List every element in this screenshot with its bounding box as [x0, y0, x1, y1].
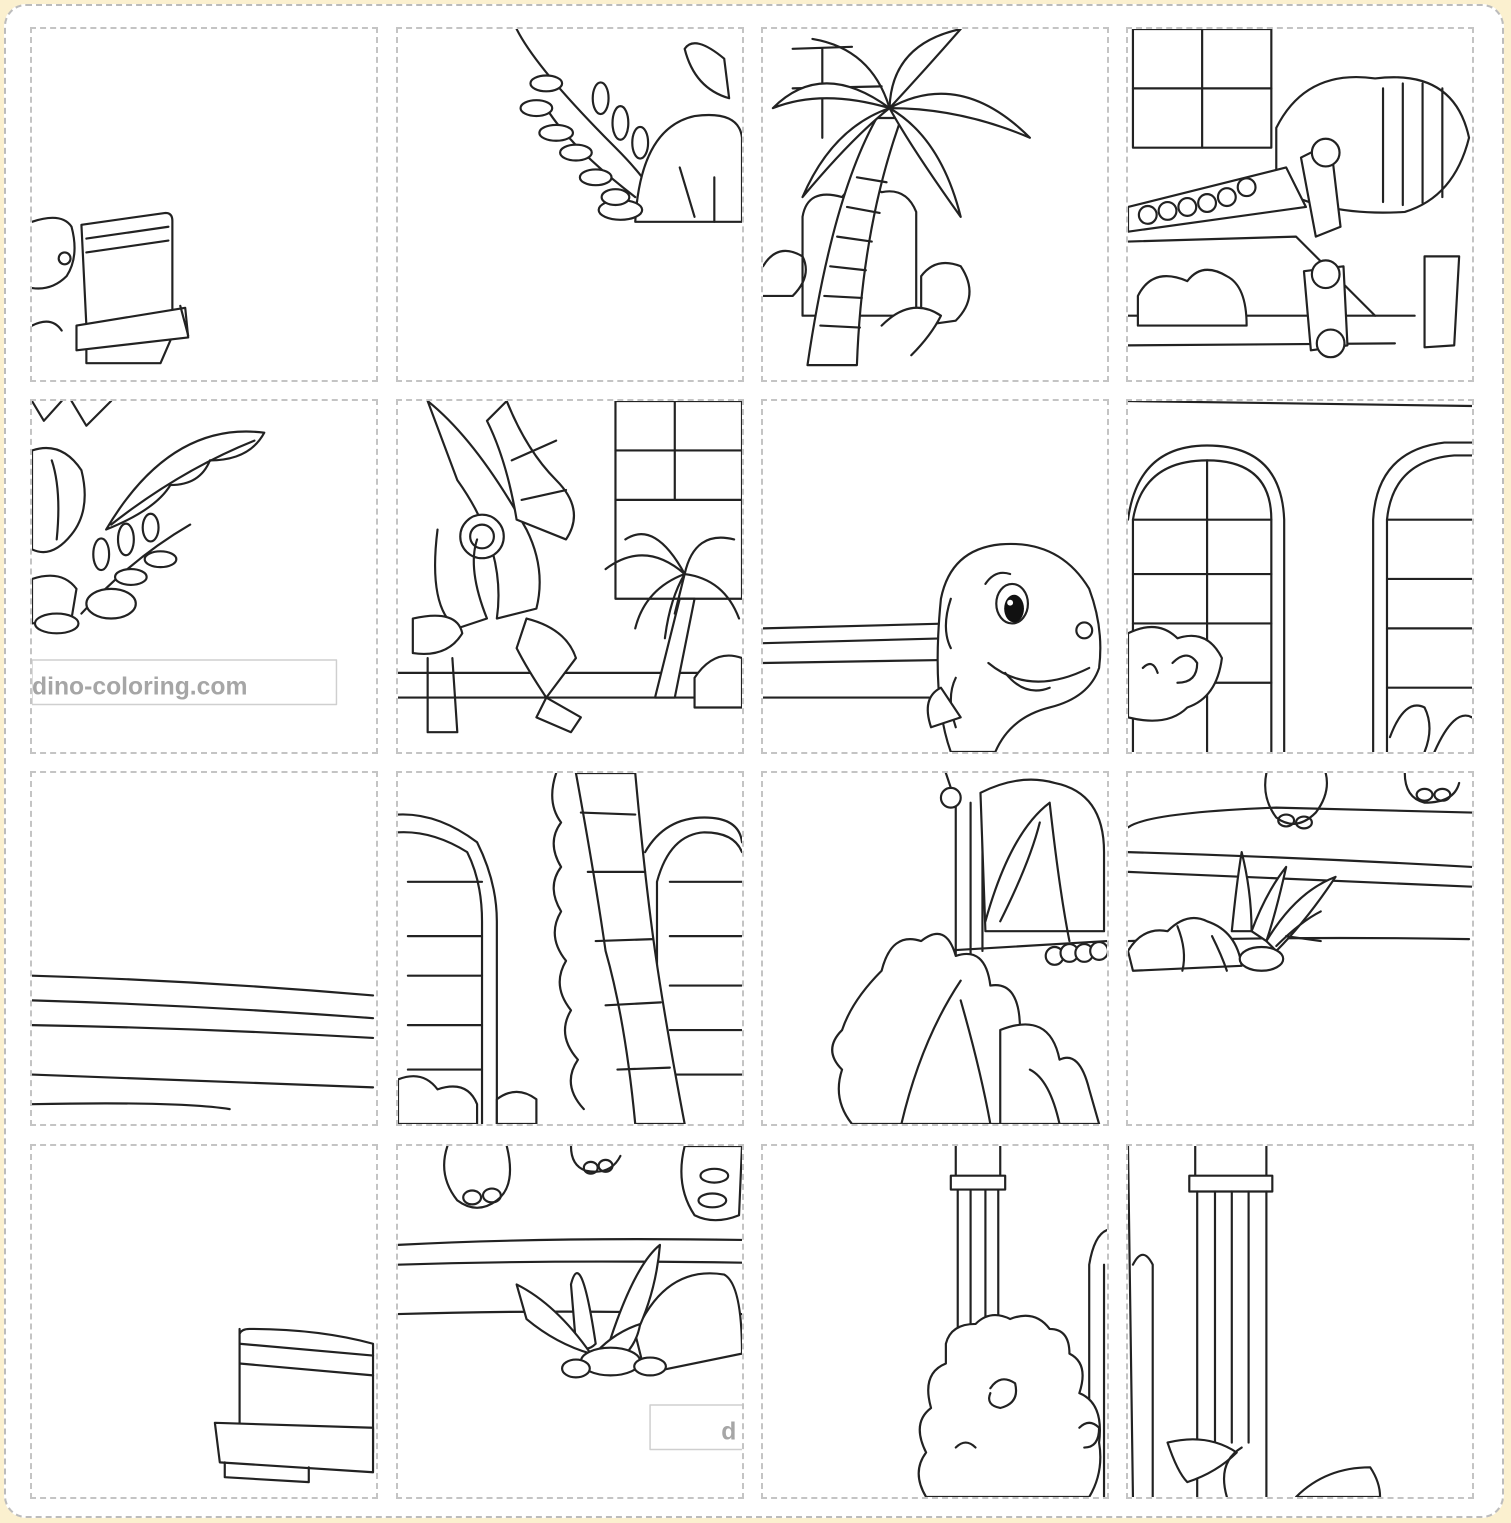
puzzle-tile-14[interactable] — [396, 1144, 744, 1499]
watermark-text: dino-coloring.com — [32, 673, 248, 701]
puzzle-tile-16[interactable] — [1126, 1144, 1474, 1499]
puzzle-tile-8[interactable] — [1126, 399, 1474, 754]
puzzle-tile-2[interactable] — [396, 27, 744, 382]
watermark-fragment: d — [721, 1418, 737, 1446]
puzzle-tile-11[interactable] — [761, 771, 1109, 1126]
puzzle-tile-10[interactable] — [396, 771, 744, 1126]
puzzle-tile-13[interactable] — [30, 1144, 378, 1499]
puzzle-tile-7[interactable] — [761, 399, 1109, 754]
puzzle-tile-15[interactable] — [761, 1144, 1109, 1499]
puzzle-tile-4[interactable] — [1126, 27, 1474, 382]
puzzle-tile-12[interactable] — [1126, 771, 1474, 1126]
puzzle-tile-6[interactable] — [396, 399, 744, 754]
puzzle-tile-5[interactable] — [30, 399, 378, 754]
puzzle-tile-1[interactable] — [30, 27, 378, 382]
puzzle-tile-3[interactable] — [761, 27, 1109, 382]
puzzle-tile-9[interactable] — [30, 771, 378, 1126]
